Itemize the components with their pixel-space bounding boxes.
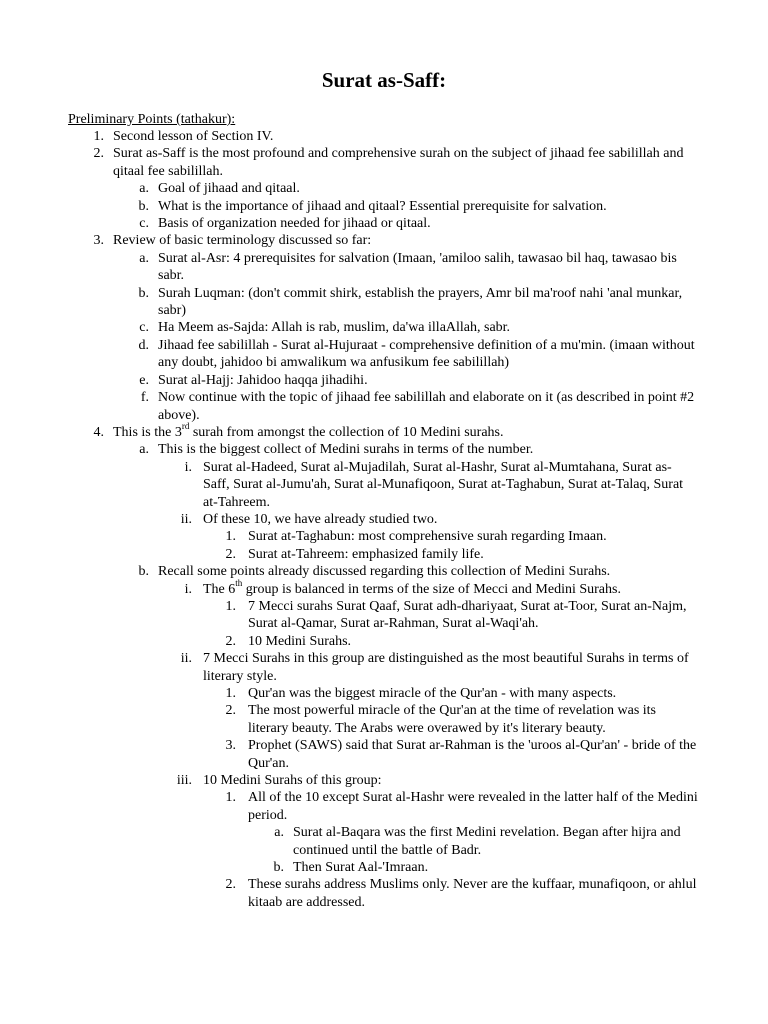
item-text-part: The 6 bbox=[203, 581, 236, 597]
item-text: 10 Medini Surahs of this group: bbox=[203, 773, 382, 789]
outline-item bbox=[0, 702, 768, 737]
outline-item bbox=[0, 372, 768, 389]
item-text: Surat al-Hadeed, Surat al-Mujadilah, Surat al-Hashr, Surat al-Mumtahana, Surat as-Saff, Surat al-Jumu'ah, Surat al-Munafiqoon, Surat at-Taghabun, Surat at-Talaq, Surat at-Tahreem. bbox=[203, 459, 684, 510]
outline-item bbox=[0, 598, 768, 633]
item-text: Surat as-Saff is the most profound and comprehensive surah on the subject of jihaad fee sabilillah and qitaal fee sabilillah. bbox=[113, 146, 684, 179]
outline-item bbox=[0, 232, 768, 249]
outline-item bbox=[0, 546, 768, 563]
outline-item bbox=[0, 528, 768, 545]
item-marker: b. bbox=[273, 860, 284, 876]
item-text: Surat at-Tahreem: emphasized family life. bbox=[248, 546, 484, 562]
item-marker: 2. bbox=[225, 633, 236, 649]
outline-item bbox=[0, 128, 768, 145]
item-marker: f. bbox=[140, 390, 149, 406]
item-marker: 1. bbox=[93, 129, 104, 144]
outline-item bbox=[0, 441, 768, 458]
item-text: 7 Mecci Surahs in this group are distinguished as the most beautiful Surahs in terms of literary style. bbox=[203, 651, 689, 684]
item-text: Review of basic terminology discussed so far: bbox=[113, 233, 372, 249]
item-marker: 1. bbox=[225, 686, 236, 701]
item-text: 7 Mecci surahs Surat Qaaf, Surat adh-dhariyaat, Surat at-Toor, Surat an-Najm, Surat al-Qamar, Surat ar-Rahman, Surat al-Waqi'ah. bbox=[248, 598, 687, 632]
item-text: Basis of organization needed for jihaad or qitaal. bbox=[158, 216, 431, 232]
item-marker: b. bbox=[138, 564, 149, 580]
page-title: Surat as-Saff: bbox=[321, 68, 447, 92]
outline-item bbox=[0, 577, 768, 598]
item-text: Prophet (SAWS) said that Surat ar-Rahman is the 'uroos al-Qur'an' - bride of the Qur'an. bbox=[248, 738, 697, 771]
item-marker: a. bbox=[139, 250, 149, 266]
outline-item bbox=[0, 337, 768, 372]
item-text: The most powerful miracle of the Qur'an at the time of revelation was its literary beauty. The Arabs were overawed by it's literary beauty. bbox=[248, 703, 657, 736]
item-marker: 1. bbox=[225, 598, 236, 614]
outline-item bbox=[0, 215, 768, 232]
item-text bbox=[113, 421, 698, 441]
item-marker: 3. bbox=[93, 233, 104, 249]
item-marker: 4. bbox=[93, 424, 104, 440]
item-text: What is the importance of jihaad and qitaal? Essential prerequisite for salvation. bbox=[158, 198, 607, 214]
item-text: Surat al-Asr: 4 prerequisites for salvation (Imaan, 'amiloo salih, tawasao bil haq, tawasao bis sabr. bbox=[158, 250, 677, 284]
item-text: Of these 10, we have already studied two. bbox=[203, 511, 438, 527]
item-text: These surahs address Muslims only. Never are the kuffaar, munafiqoon, or ahlul kitaab are addressed. bbox=[248, 877, 697, 910]
outline-list bbox=[0, 128, 768, 911]
item-text: Goal of jihaad and qitaal. bbox=[158, 181, 300, 197]
item-marker: 2. bbox=[225, 546, 236, 562]
ordinal-superscript: rd bbox=[181, 421, 190, 432]
item-marker: ii. bbox=[180, 511, 192, 527]
item-marker: b. bbox=[138, 198, 149, 214]
outline-item bbox=[0, 389, 768, 424]
outline-item bbox=[0, 737, 768, 772]
item-text bbox=[203, 577, 698, 598]
item-text: Qur'an was the biggest miracle of the Qur'an - with many aspects. bbox=[248, 686, 617, 701]
item-marker: i. bbox=[184, 459, 192, 475]
item-marker: iii. bbox=[176, 773, 192, 789]
item-text-part: group is balanced in terms of the size of Mecci and Medini Surahs. bbox=[242, 581, 621, 597]
item-marker: c. bbox=[139, 216, 149, 232]
item-marker: a. bbox=[139, 181, 149, 197]
outline-item bbox=[0, 180, 768, 197]
outline-item bbox=[0, 319, 768, 336]
outline-item bbox=[0, 876, 768, 911]
ordinal-superscript: th bbox=[235, 577, 243, 588]
item-marker: 2. bbox=[225, 703, 236, 719]
section-heading: Preliminary Points (tathakur): bbox=[68, 112, 236, 127]
item-text: Surat al-Baqara was the first Medini revelation. Began after hijra and continued until the battle of Badr. bbox=[293, 825, 681, 858]
outline-item bbox=[0, 633, 768, 650]
item-marker: 2. bbox=[225, 877, 236, 893]
item-text: Now continue with the topic of jihaad fee sabilillah and elaborate on it (as described in point #2 above). bbox=[158, 390, 695, 423]
item-marker: b. bbox=[138, 285, 149, 301]
item-text: Surat at-Taghabun: most comprehensive surah regarding Imaan. bbox=[248, 529, 607, 545]
outline-item bbox=[0, 685, 768, 702]
item-marker: 2. bbox=[93, 146, 104, 162]
outline-item bbox=[0, 145, 768, 180]
item-text: Ha Meem as-Sajda: Allah is rab, muslim, da'wa illaAllah, sabr. bbox=[158, 320, 511, 336]
item-text: Recall some points already discussed regarding this collection of Medini Surahs. bbox=[158, 564, 611, 580]
outline-item bbox=[0, 421, 768, 441]
outline-item bbox=[0, 511, 768, 528]
item-text-part: surah from amongst the collection of 10 Medini surahs. bbox=[189, 424, 504, 440]
item-text-part: This is the 3 bbox=[113, 424, 182, 440]
item-marker: a. bbox=[139, 442, 149, 458]
item-text: Second lesson of Section IV. bbox=[113, 129, 274, 144]
item-marker: d. bbox=[138, 337, 149, 353]
outline-item bbox=[0, 650, 768, 685]
item-marker: 1. bbox=[225, 529, 236, 545]
outline-item bbox=[0, 459, 768, 511]
item-text: Jihaad fee sabilillah - Surat al-Hujuraat - comprehensive definition of a mu'min. (imaan without any doubt, jahidoo bi amwalikum wa anfusikum fee sabilillah) bbox=[158, 337, 695, 371]
item-marker: c. bbox=[139, 320, 149, 336]
outline-item bbox=[0, 250, 768, 285]
item-marker: a. bbox=[274, 825, 284, 841]
outline-item bbox=[0, 824, 768, 859]
item-marker: ii. bbox=[180, 651, 192, 667]
item-text: Then Surat Aal-'Imraan. bbox=[293, 860, 429, 876]
item-text: All of the 10 except Surat al-Hashr were revealed in the latter half of the Medini period. bbox=[248, 790, 698, 823]
item-text: This is the biggest collect of Medini surahs in terms of the number. bbox=[158, 442, 534, 458]
outline-item bbox=[0, 285, 768, 320]
outline-item bbox=[0, 198, 768, 215]
item-text: Surat al-Hajj: Jahidoo haqqa jihadihi. bbox=[158, 372, 368, 388]
item-marker: 1. bbox=[225, 790, 236, 806]
item-marker: i. bbox=[184, 581, 192, 597]
item-marker: e. bbox=[139, 372, 149, 388]
item-text: Surah Luqman: (don't commit shirk, establish the prayers, Amr bil ma'roof nahi 'anal munkar, sabr) bbox=[158, 285, 683, 319]
outline-item bbox=[0, 789, 768, 824]
outline-item bbox=[0, 563, 768, 580]
outline-item bbox=[0, 772, 768, 789]
item-text: 10 Medini Surahs. bbox=[248, 633, 352, 649]
outline-item bbox=[0, 859, 768, 876]
item-marker: 3. bbox=[225, 738, 236, 754]
